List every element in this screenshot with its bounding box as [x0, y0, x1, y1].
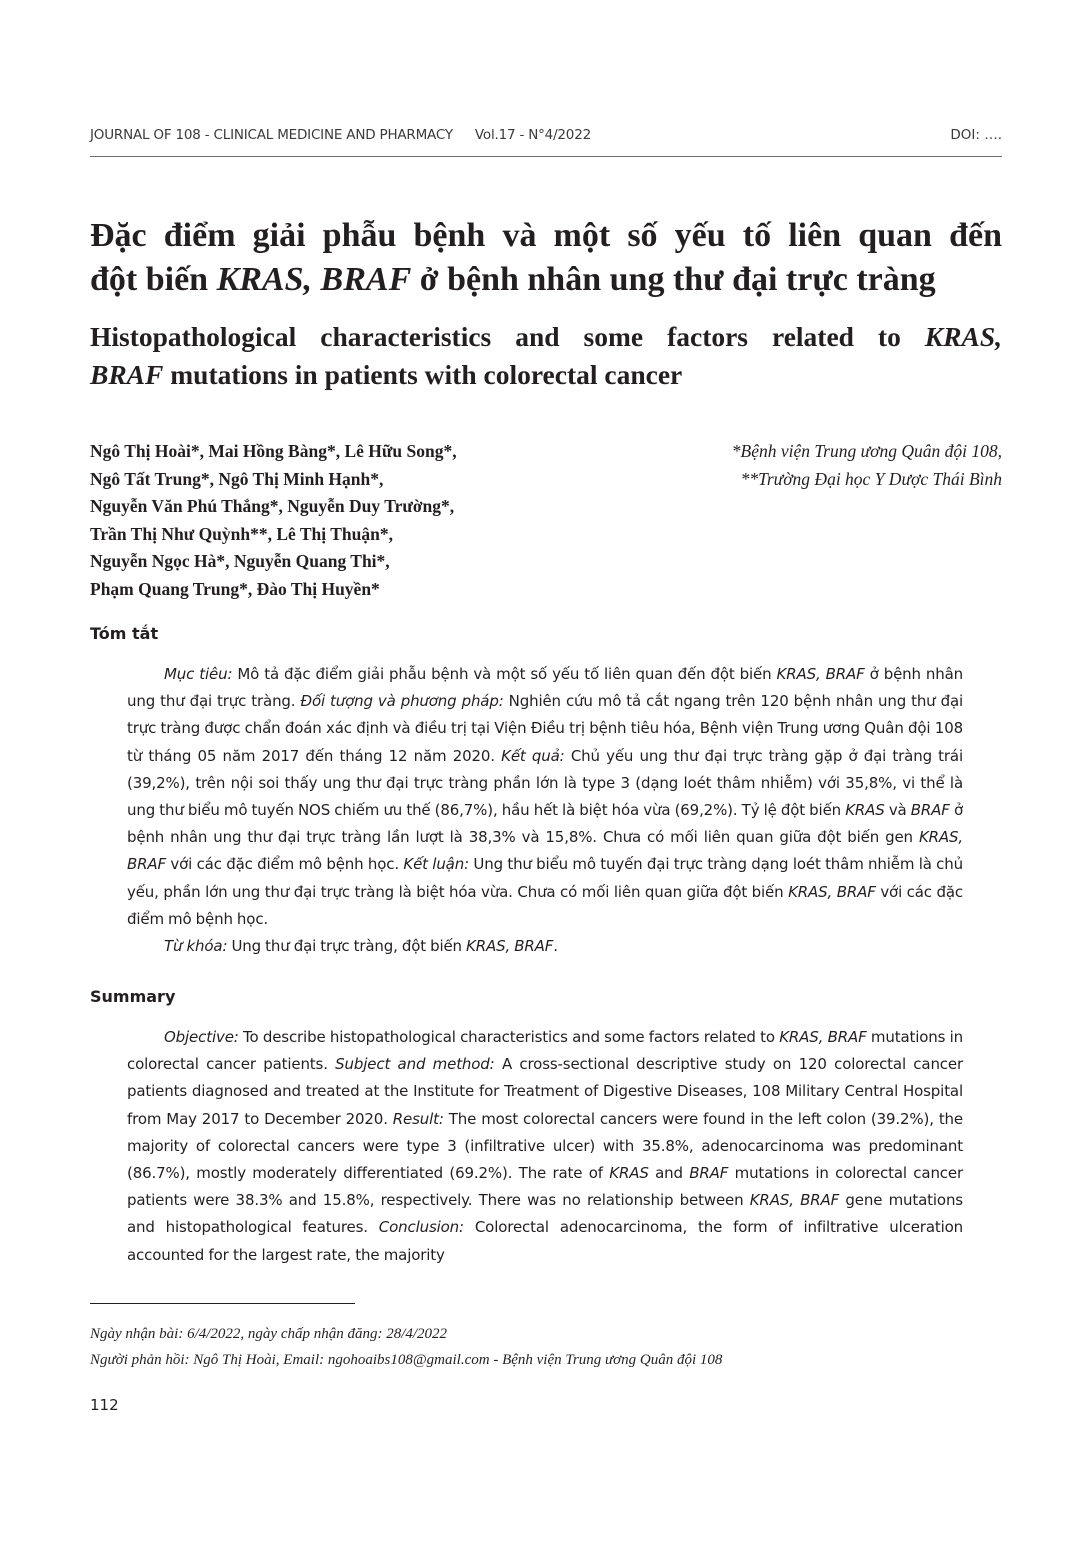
author-line: Ngô Tất Trung*, Ngô Thị Minh Hạnh*, — [90, 468, 384, 489]
title-en-line-2: BRAF mutations in patients with colorectal cancer — [90, 359, 683, 390]
page-number: 112 — [90, 1396, 119, 1414]
affiliation-line: **Trường Đại học Y Dược Thái Bình — [740, 468, 1002, 489]
received-date-note: Ngày nhận bài: 6/4/2022, ngày chấp nhận đăng: 28/4/2022 — [90, 1326, 448, 1342]
title-en-line-1: Histopathological characteristics and some factors related to KRAS, — [90, 321, 1002, 352]
journal-name: JOURNAL OF 108 - CLINICAL MEDICINE AND PHARMACY — [90, 127, 453, 143]
abstract-vietnamese — [127, 661, 963, 960]
running-header — [90, 127, 1002, 151]
abstract-vi-body: Mục tiêu: Mô tả đặc điểm giải phẫu bệnh và một số yếu tố liên quan đến đột biến KRAS, BRAF ở bệnh nhân ung thư đại trực tràng. Đối tượng và phương pháp: Nghiên cứu mô tả cắt ngang trên 120 bệnh nhân ung thư đại trực tràng được chẩn đoán xác định và điều trị tại Viện Điều trị bệnh tiêu hóa, Bệnh viện Trung ương Quân đội 108 từ tháng 05 năm 2017 đến tháng 12 năm 2020. Kết quả: Chủ yếu ung thư đại trực tràng gặp ở đại tràng trái (39,2%), trên nội soi thấy ung thư đại trực tràng phần lớn là type 3 (dạng loét thâm nhiễm) với 35,8%, vi thể là ung thư biểu mô tuyến NOS chiếm ưu thế (86,7%), hầu hết là biệt hóa vừa (69,2%). Tỷ lệ đột biến KRAS và BRAF ở bệnh nhân ung thư đại trực tràng lần lượt là 38,3% và 15,8%. Chưa có mối liên quan giữa đột biến gen KRAS, BRAF với các đặc điểm mô bệnh học. Kết luận: Ung thư biểu mô tuyến đại trực tràng dạng loét thâm nhiễm là chủ yếu, phần lớn ung thư đại trực tràng là biệt hóa vừa. Chưa có mối liên quan giữa đột biến KRAS, BRAF với các đặc điểm mô bệnh học. — [127, 665, 963, 928]
author-line: Trần Thị Như Quỳnh**, Lê Thị Thuận*, — [90, 523, 393, 544]
author-line: Nguyễn Văn Phú Thắng*, Nguyễn Duy Trường*, — [90, 496, 455, 516]
correspondence-note: Người phản hồi: Ngô Thị Hoài, Email: ngohoaibs108@gmail.com - Bệnh viện Trung ương Quân đội 108 — [90, 1352, 723, 1368]
title-vi-line-1: Đặc điểm giải phẫu bệnh và một số yếu tố liên quan đến — [90, 217, 1002, 254]
abstract-vi-heading: Tóm tắt — [90, 624, 159, 643]
author-line: Phạm Quang Trung*, Đào Thị Huyền* — [90, 578, 380, 599]
affiliation-line: *Bệnh viện Trung ương Quân đội 108, — [731, 441, 1002, 461]
abstract-en-body: Objective: To describe histopathological characteristics and some factors related to KRAS, BRAF mutations in colorectal cancer patients. Subject and method: A cross-sectional descriptive study on 120 colorectal cancer patients diagnosed and treated at the Institute for Treatment of Digestive Diseases, 108 Military Central Hospital from May 2017 to December 2020. Result: The most colorectal cancers were found in the left colon (39.2%), the majority of colorectal cancers were type 3 (infiltrative ulcer) with 35.8%, adenocarcinoma was predominant (86.7%), mostly moderately differentiated (69.2%). The rate of KRAS and BRAF mutations in colorectal cancer patients were 38.3% and 15.8%, respectively. There was no relationship between KRAS, BRAF gene mutations and histopathological features. Conclusion: Colorectal adenocarcinoma, the form of infiltrative ulceration accounted for the largest rate, the majority — [127, 1028, 963, 1264]
affiliations — [642, 438, 1002, 493]
abstract-english — [127, 1024, 963, 1269]
doi-label: DOI: …. — [950, 127, 1002, 143]
footnotes — [90, 1321, 1002, 1373]
title-english — [90, 318, 1002, 394]
author-list — [90, 438, 570, 603]
footnote-divider — [90, 1303, 355, 1304]
author-line: Nguyễn Ngọc Hà*, Nguyễn Quang Thi*, — [90, 551, 390, 571]
title-vi-genes: KRAS, BRAF — [216, 261, 412, 298]
abstract-en-heading: Summary — [90, 987, 176, 1006]
title-vietnamese — [90, 214, 1002, 302]
keywords-vi: Từ khóa: Ung thư đại trực tràng, đột biến KRAS, BRAF. — [164, 937, 558, 956]
author-line: Ngô Thị Hoài*, Mai Hồng Bàng*, Lê Hữu Song*, — [90, 441, 457, 461]
header-divider — [90, 156, 1002, 157]
title-vi-line-2: đột biến KRAS, BRAF ở bệnh nhân ung thư đại trực tràng — [90, 261, 936, 298]
journal-volume: Vol.17 - N°4/2022 — [474, 127, 591, 143]
